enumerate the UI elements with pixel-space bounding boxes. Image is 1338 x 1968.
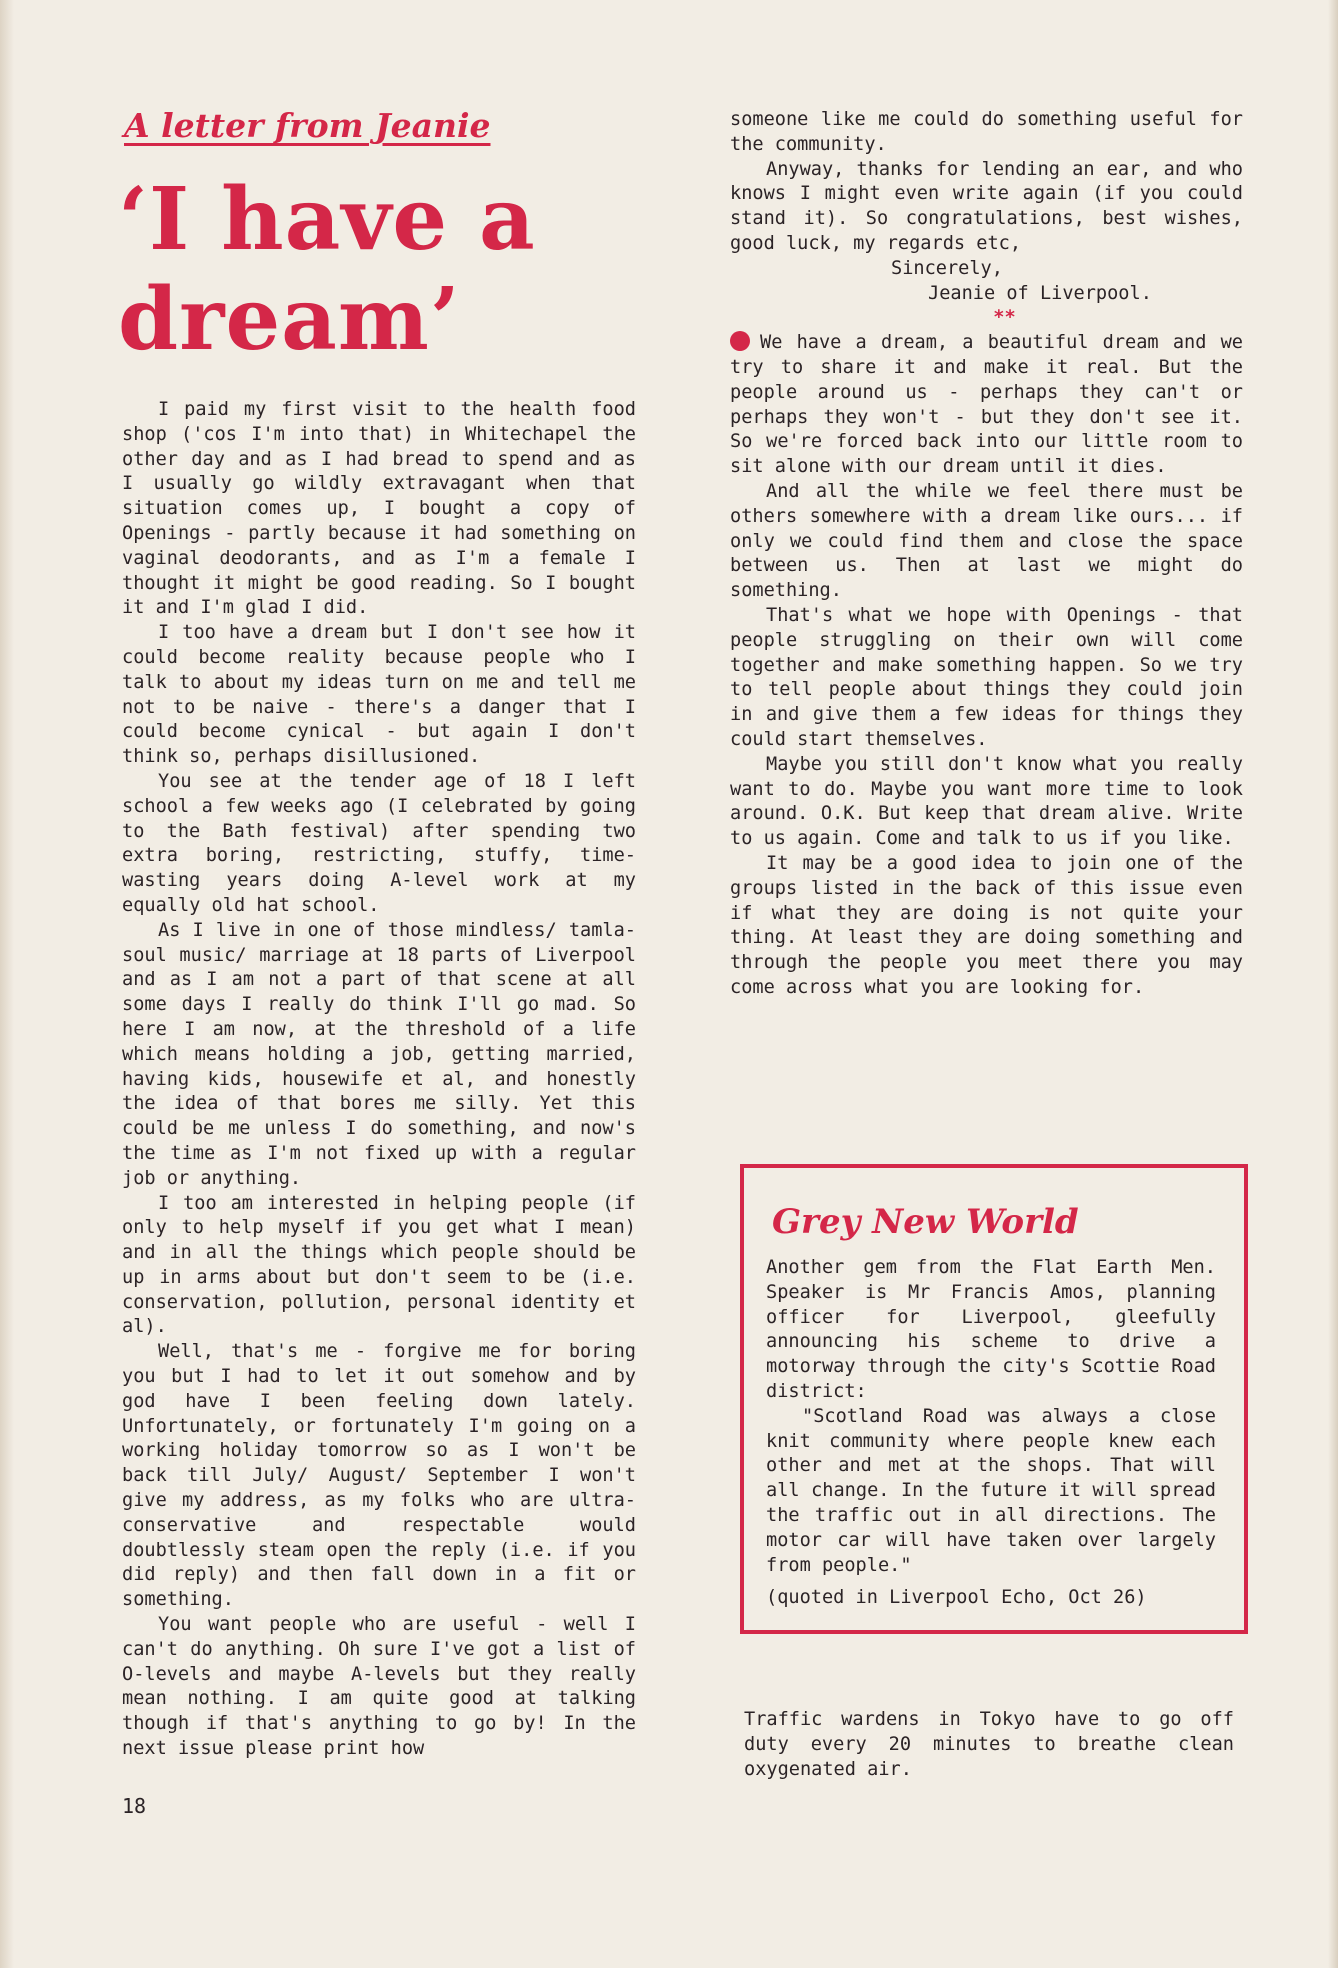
reply-paragraph: It may be a good idea to join one of the groups listed in the back of this issue even if what they are doing is not quite your thing. At least they are doing something and through the people you meet there you may come across what you are looking for. xyxy=(730,852,1243,998)
grey-new-world-box xyxy=(740,1164,1248,1634)
letter-paragraph: I too am interested in helping people (if only to help myself if you get what I mean) and in all the things which people should be up in arms about but don't seem to be (i.e. conservation, pollution, personal identity et al). xyxy=(122,1192,636,1338)
page-edge-right xyxy=(1328,0,1338,1968)
article-kicker: A letter from Jeanie xyxy=(124,106,491,145)
letter-paragraph: Well, that's me - forgive me for boring you but I had to let it out somehow and by god have I been feeling down lately. Unfortunately, or fortunately I'm going on a working holiday tomorrow so as I won't be back till July/ August/ September I won't give my address, as my folks who are ultra-conservative and respectable would doubtlessly steam open the reply (i.e. if you did reply) and then fall down in a fit or something. xyxy=(122,1341,636,1611)
letter-paragraph: I too have a dream but I don't see how it could become reality because people who I talk to about my ideas turn on me and tell me not to be naive - there's a danger that I could become cynical - but again I don't think so, perhaps disillusioned. xyxy=(122,622,636,768)
letter-paragraph: You see at the tender age of 18 I left school a few weeks ago (I celebrated by going to the Bath festival) after spending two extra boring, restricting, stuffy, time-wasting years doing A-level work at my equally old hat school. xyxy=(122,770,636,916)
letter-paragraph: You want people who are useful - well I can't do anything. Oh sure I've got a list of O-levels and maybe A-levels but they really mean nothing. I am quite good at talking though if that's anything to go by! In the next issue please print how xyxy=(122,1614,636,1760)
letter-paragraph: As I live in one of those mindless/ tamla-soul music/ marriage at 18 parts of Liverpool and as I am not a part of that scene at all some days I really do think I'll go mad. So here I am now, at the threshold of a life which means holding a job, getting married, having kids, housewife et al, and honestly the idea of that bores me silly. Yet this could be me unless I do something, and now's the time as I'm not fixed up with a regular job or anything. xyxy=(122,919,636,1189)
box-citation: (quoted in Liverpool Echo, Oct 26) xyxy=(766,1587,1147,1609)
reply-paragraph: And all the while we feel there must be others somewhere with a dream like ours... if only we could find them and close the space between us. Then at last we might do something. xyxy=(730,480,1243,602)
page-number: 18 xyxy=(122,1794,147,1818)
box-title: Grey New World xyxy=(772,1202,1079,1242)
reply-paragraph xyxy=(730,331,1243,480)
section-separator: ** xyxy=(993,307,1016,329)
article-headline: ‘I have a dream’ xyxy=(118,169,536,370)
letter-column-right xyxy=(730,108,1243,1001)
page-edge-left xyxy=(0,0,14,1968)
letter-continuation: someone like me could do something useful for the community. xyxy=(730,109,1243,155)
reply-paragraph: That's what we hope with Openings - that people struggling on their own will come together and make something happen. So we try to tell people about things they could join in and give them a few ideas for things they could start themselves. xyxy=(730,604,1243,750)
letter-column-left xyxy=(122,398,636,1762)
box-intro: Another gem from the Flat Earth Men. Speaker is Mr Francis Amos, planning officer for Liverpool, gleefully announcing his scheme to drive a motorway through the city's Scottie Road district: xyxy=(766,1257,1216,1402)
box-body xyxy=(766,1256,1216,1611)
letter-signoff: Sincerely, xyxy=(891,257,1003,279)
tokyo-footnote: Traffic wardens in Tokyo have to go off duty every 20 minutes to breathe clean oxygenated air. xyxy=(744,1709,1234,1780)
letter-closing: Anyway, thanks for lending an ear, and who knows I might even write again (if you could stand it). So congratulations, best wishes, good luck, my regards etc, xyxy=(730,158,1243,254)
reply-paragraph-text: We have a dream, a beautiful dream and we try to share it and make it real. But the people around us - perhaps they can't or perhaps they won't - but they don't see it. So we're forced back into our little room to sit alone with our dream until it dies. xyxy=(730,332,1243,478)
box-quote: "Scotland Road was always a close knit community where people knew each other and met at the shops. That will all change. In the future it will spread the traffic out in all directions. The motor car will have taken over largely from people." xyxy=(766,1405,1216,1576)
letter-signature: Jeanie of Liverpool. xyxy=(928,282,1152,304)
letter-paragraph: I paid my first visit to the health food shop ('cos I'm into that) in Whitechapel the other day and as I had bread to spend and as I usually go wildly extravagant when that situation comes up, I bought a copy of Openings - partly because it had something on vaginal deodorants, and as I'm a female I thought it might be good reading. So I bought it and I'm glad I did. xyxy=(122,399,636,619)
reply-paragraph: Maybe you still don't know what you really want to do. Maybe you want more time to look around. O.K. But keep that dream alive. Write to us again. Come and talk to us if you like. xyxy=(730,753,1243,850)
red-bullet-icon xyxy=(730,331,750,351)
